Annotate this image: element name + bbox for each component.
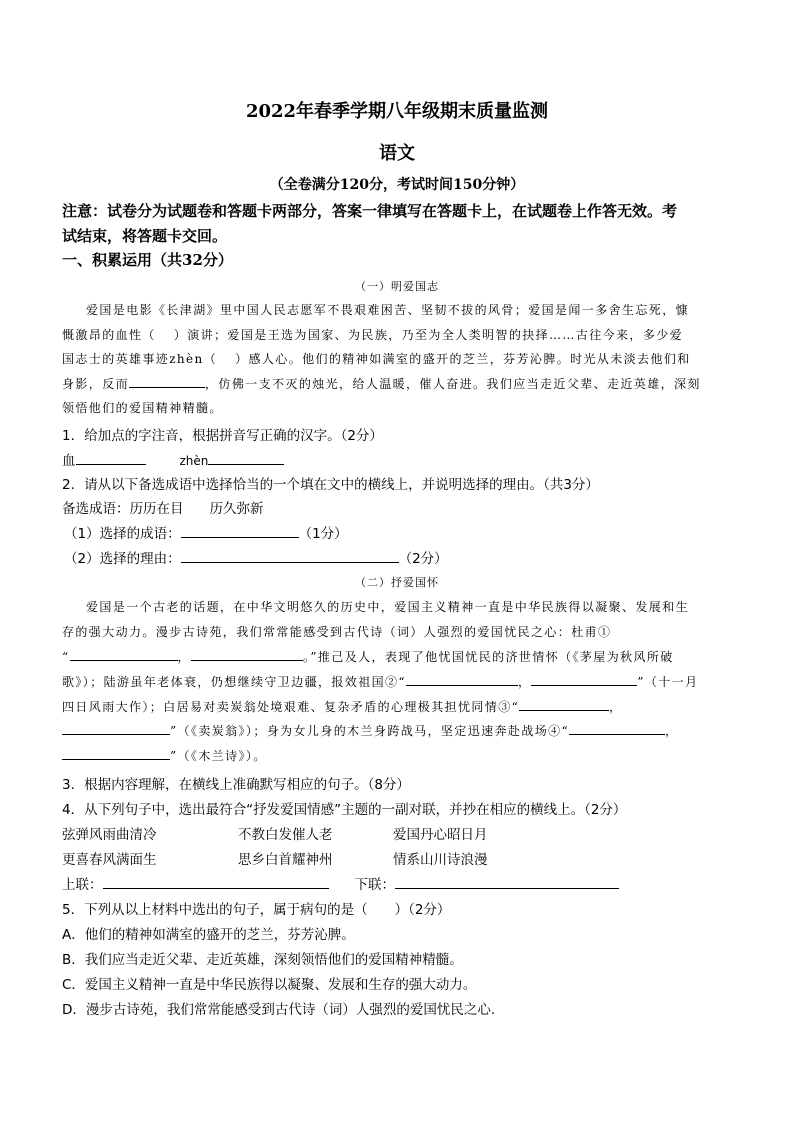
option-d: D．漫步古诗苑，我们常常能感受到古代诗（词）人强烈的爱国忧民之心. [62,1002,496,1018]
option-c: C．爱国主义精神一直是中华民族得以凝聚、发展和生存的强大动力。 [62,977,477,993]
part1-para-line-3: 国志士的英雄事迹zhèn（ ）感人心。他们的精神如满室的盛开的芝兰，芬芳沁脾。时光从未淡去他们和 [62,352,691,366]
notice-line-1: 注意：试卷分为试题卷和答题卡两部分，答案一律填写在答题卡上，在试题卷上作答无效。考 [62,202,678,220]
part2-para-line-3: “ ， 。”推己及人，表现了他忧国忧民的济世情怀（《茅屋为秋风所破 [62,650,674,664]
part1-para-line-4: 身影，反而 ，仿佛一支不灭的烛光，给人温暖，催人奋进。我们应当走近父辈、走近英雄，深刻 [62,377,701,391]
part2-para-line-7: ”（《木兰诗》）。 [62,747,740,764]
score-line: （全卷满分120分，考试时间150分钟） [269,177,525,193]
part1-para-line-5: 领悟他们的爱国精神精髓。 [62,401,223,415]
question-2: 2．请从以下备选成语中选择恰当的一个填在文中的横线上，并说明选择的理由。（共3分） [62,477,599,493]
part2-para-line-1: 爱国是一个古老的话题，在中华文明悠久的历史中，爱国主义精神一直是中华民族得以凝聚、发展和生 [86,600,690,614]
part1-para-line-2: 慨激昂的血性（ ）演讲；爱国是王选为国家、为民族，乃至为全人类明智的抉择……古往今来，多少爱 [62,328,684,342]
part1-heading: （一）明爱国志 [355,280,439,293]
couplet-option: 情系山川诗浪漫 [393,852,488,868]
question-2-sub-1: （1）选择的成语： （1分） [64,526,348,542]
couplet-option: 更喜春风满面生 [62,852,157,868]
part2-heading: （二）抒爱国怀 [355,576,439,589]
section-title: 一、积累运用（共32分） [62,251,233,269]
question-4: 4．从下列句子中，选出最符合“抒发爱国情感”主题的一副对联，并抄在相应的横线上。（2分） [62,802,627,818]
couplet-option: 弦弹风雨曲清冷 [62,827,157,843]
question-5: 5．下列从以上材料中选出的句子，属于病句的是（ ）（2分） [62,902,451,918]
part1-para-line-1: 爱国是电影《长津湖》里中国人民志愿军不畏艰难困苦、坚韧不拔的风骨；爱国是闻一多舍生忘死，慷 [86,303,690,317]
couplet-answer-line: 上联： 下联： [62,873,619,893]
question-3: 3．根据内容理解，在横线上准确默写相应的句子。（8分） [62,777,410,793]
couplet-option: 思乡白首耀神州 [238,852,333,868]
option-b: B．我们应当走近父辈、走近英雄，深刻领悟他们的爱国精神精髓。 [62,952,463,968]
part2-para-line-6: ”（《卖炭翁》）；身为女儿身的木兰身跨战马，坚定迅速奔赴战场④“ ， [62,722,740,739]
subject-title: 语文 [379,143,415,164]
question-2-options: 备选成语：历历在目 历久弥新 [62,501,264,517]
question-2-sub-2: （2）选择的理由： （2分） [64,551,448,567]
question-1: 1．给加点的字注音，根据拼音写正确的汉字。（2分） [62,428,383,444]
option-a: A．他们的精神如满室的盛开的芝兰，芬芳沁脾。 [62,927,355,943]
part2-para-line-2: 存的强大动力。漫步古诗苑，我们常常能感受到古代诗（词）人强烈的爱国忧民之心：杜甫① [62,625,612,639]
exam-title: 2022年春季学期八年级期末质量监测 [245,101,549,122]
couplet-option: 爱国丹心昭日月 [393,827,488,843]
question-1-blanks: 血 zhèn [62,449,284,469]
notice-line-2: 试结束，将答题卡交回。 [62,227,228,245]
part2-para-line-4: 歌》）；陆游虽年老体衰，仍想继续守卫边疆，报效祖国②“ ， ”（十一月 [62,675,699,689]
part2-para-line-5: 四日风雨大作）；白居易对卖炭翁处境艰难、复杂矛盾的心理极其担忧同情③“ ， [62,700,623,714]
couplet-option: 不教白发催人老 [238,827,333,843]
